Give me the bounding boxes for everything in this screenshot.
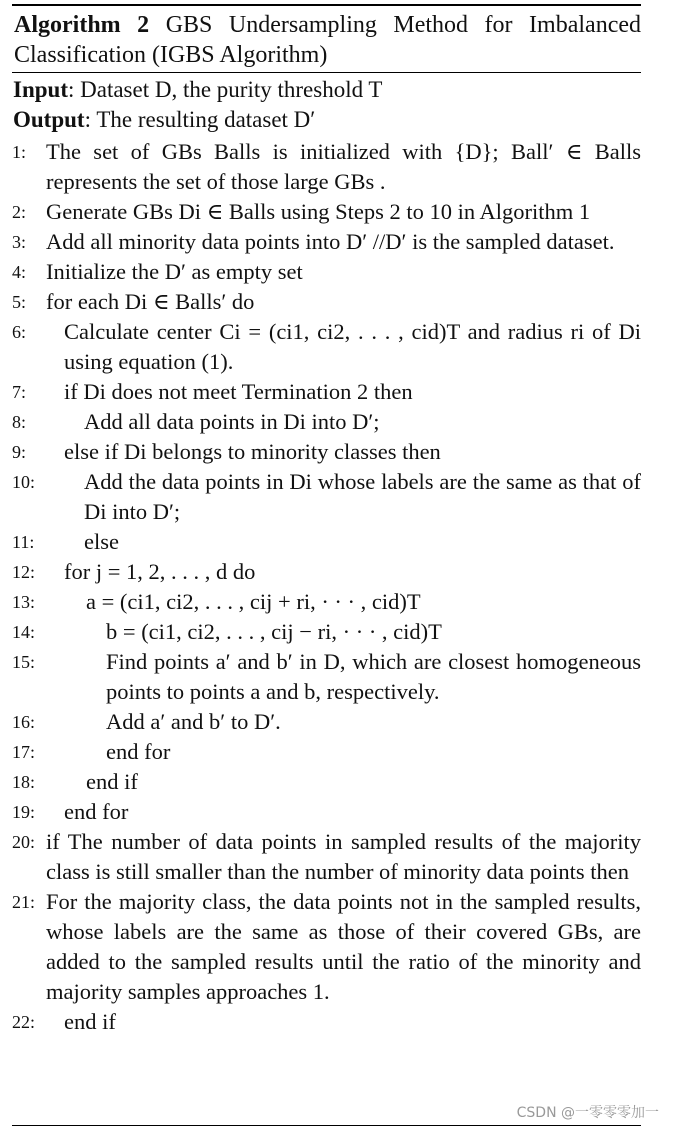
line-text: The set of GBs Balls is initialized with {D}; Ball′ ∈ Balls represents the set of those large GBs . [46, 139, 641, 194]
algorithm-line [12, 797, 641, 827]
algorithm-line [12, 137, 641, 197]
algorithm-line [12, 377, 641, 407]
line-text: Add a′ and b′ to D′. [106, 709, 281, 734]
algorithm-line [12, 587, 641, 617]
algorithm-line [12, 197, 641, 227]
line-number: 2: [12, 202, 27, 222]
algorithm-line [12, 557, 641, 587]
line-text: For the majority class, the data points not in the sampled results, whose labels are the same as those of their covered GBs, are added to the sampled results until the ratio of the minority and majority samples approaches 1. [46, 889, 641, 1004]
line-number: 4: [12, 262, 27, 282]
input-text: : Dataset D, the purity threshold T [67, 77, 383, 102]
line-text: for each Di ∈ Balls′ do [46, 289, 255, 314]
output-line [12, 105, 641, 135]
line-number: 8: [12, 412, 27, 432]
algorithm-box [12, 4, 641, 1037]
line-text: else [84, 529, 119, 554]
output-label: Output [13, 107, 85, 132]
line-text: b = (ci1, ci2, . . . , cij − ri, · · · , cid)T [106, 619, 442, 644]
algorithm-line [12, 287, 641, 317]
algorithm-line [12, 227, 641, 257]
algorithm-title-text: GBS Undersampling Method for Imbalanced Classification (IGBS Algorithm) [14, 12, 641, 68]
line-text: if Di does not meet Termination 2 then [64, 379, 413, 404]
algorithm-steps [12, 137, 641, 1037]
input-label: Input [13, 77, 68, 102]
line-number: 9: [12, 442, 27, 462]
output-text: : The resulting dataset D′ [84, 107, 316, 132]
algorithm-line [12, 617, 641, 647]
line-number: 13: [12, 592, 36, 612]
input-line [12, 75, 641, 105]
algorithm-line [12, 707, 641, 737]
line-text: Add all minority data points into D′ //D′ is the sampled dataset. [46, 229, 615, 254]
line-number: 18: [12, 772, 36, 792]
algorithm-line [12, 1007, 641, 1037]
line-text: Generate GBs Di ∈ Balls using Steps 2 to 10 in Algorithm 1 [46, 199, 591, 224]
line-text: end if [64, 1009, 116, 1034]
line-text: Initialize the D′ as empty set [46, 259, 303, 284]
line-number: 7: [12, 382, 27, 402]
line-text: for j = 1, 2, . . . , d do [64, 559, 256, 584]
algorithm-title [12, 6, 641, 72]
watermark: CSDN @一零零零加一 [516, 1105, 659, 1121]
line-number: 14: [12, 622, 36, 642]
algorithm-line [12, 407, 641, 437]
algorithm-line [12, 647, 641, 707]
algorithm-line [12, 827, 641, 887]
line-number: 15: [12, 652, 36, 672]
line-number: 11: [12, 532, 35, 552]
algorithm-line [12, 887, 641, 1007]
line-number: 1: [12, 142, 27, 162]
line-text: Find points a′ and b′ in D, which are closest homogeneous points to points a and b, respectively. [106, 649, 641, 704]
line-number: 6: [12, 322, 27, 342]
algorithm-line [12, 257, 641, 287]
line-number: 20: [12, 832, 36, 852]
line-text: Add all data points in Di into D′; [84, 409, 380, 434]
line-text: a = (ci1, ci2, . . . , cij + ri, · · · , cid)T [86, 589, 421, 614]
algorithm-line [12, 527, 641, 557]
algorithm-line [12, 437, 641, 467]
algorithm-line [12, 467, 641, 527]
title-rule [12, 72, 641, 73]
line-text: end if [86, 769, 138, 794]
line-text: Calculate center Ci = (ci1, ci2, . . . , cid)T and radius ri of Di using equation (1). [64, 319, 641, 374]
line-number: 22: [12, 1012, 36, 1032]
line-text: end for [106, 739, 171, 764]
line-text: Add the data points in Di whose labels are the same as that of Di into D′; [84, 469, 641, 524]
algorithm-line [12, 767, 641, 797]
algorithm-line [12, 317, 641, 377]
line-number: 3: [12, 232, 27, 252]
line-number: 19: [12, 802, 36, 822]
line-number: 5: [12, 292, 27, 312]
line-number: 21: [12, 892, 36, 912]
line-text: if The number of data points in sampled results of the majority class is still smaller than the number of minority data points then [46, 829, 641, 884]
bottom-rule [12, 1125, 641, 1126]
line-number: 16: [12, 712, 36, 732]
algorithm-label: Algorithm 2 [14, 12, 150, 38]
line-number: 12: [12, 562, 36, 582]
line-number: 10: [12, 472, 36, 492]
line-number: 17: [12, 742, 36, 762]
algorithm-line [12, 737, 641, 767]
line-text: else if Di belongs to minority classes then [64, 439, 441, 464]
line-text: end for [64, 799, 129, 824]
